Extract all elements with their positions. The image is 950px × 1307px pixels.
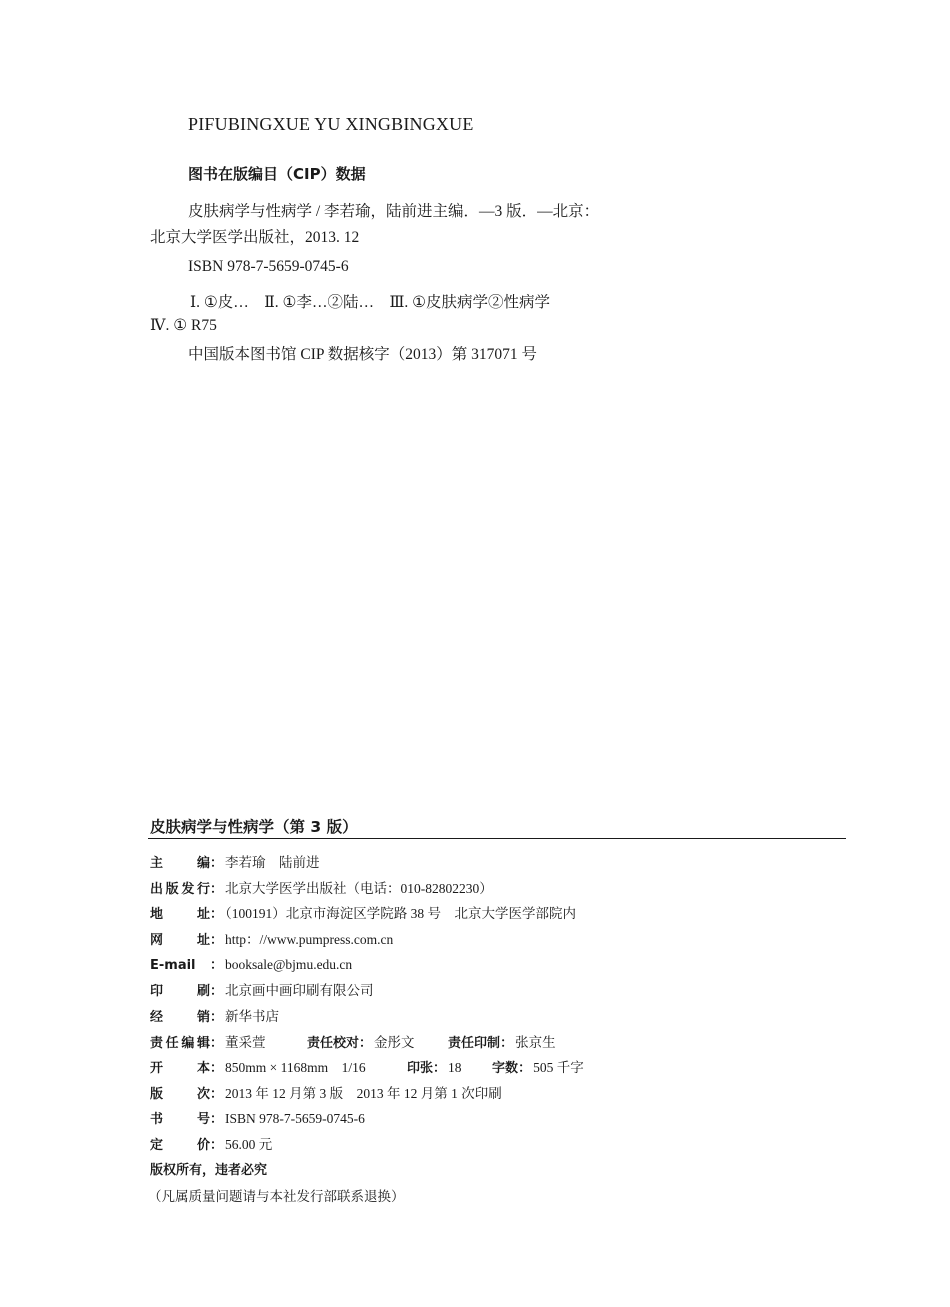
responsible-editor-value: 董采萱 <box>225 1035 266 1050</box>
colophon-distributor-row: 经 销： 新华书店 <box>150 1005 279 1025</box>
print-manager-value: 张京生 <box>515 1035 556 1050</box>
sheets-value: 18 <box>448 1060 462 1075</box>
colophon-email-row: E-mail ： booksale@bjmu.edu.cn <box>150 957 353 973</box>
edition-label: 版 次 <box>150 1087 210 1102</box>
copyright-notice: 版权所有，违者必究 <box>150 1163 268 1178</box>
price-label: 定 价 <box>150 1138 210 1153</box>
email-value: booksale@bjmu.edu.cn <box>225 957 353 972</box>
words-value: 505 千字 <box>533 1060 584 1075</box>
price-value: 56.00 元 <box>225 1137 273 1152</box>
website-value: http：//www.pumpress.com.cn <box>225 932 394 947</box>
pinyin-title: PIFUBINGXUE YU XINGBINGXUE <box>188 114 474 134</box>
colophon-staff-row: 责任编辑： 董采萱 责任校对： 金彤文 责任印制： 张京生 <box>150 1031 556 1051</box>
website-label: 网 址 <box>150 933 210 948</box>
classification-line-1: Ⅰ. ①皮… Ⅱ. ①李…②陆… Ⅲ. ①皮肤病学②性病学 <box>190 294 551 311</box>
isbn-line: ISBN 978-7-5659-0745-6 <box>188 258 349 275</box>
cip-heading: 图书在版编目（CIP）数据 <box>188 165 366 183</box>
colophon-printer-row: 印 刷： 北京画中画印刷有限公司 <box>150 979 374 999</box>
sheets-label: 印张 <box>407 1061 434 1076</box>
email-label: E-mail <box>150 958 196 973</box>
book-number-label: 书 号 <box>150 1112 210 1127</box>
publisher-label: 出版发行 <box>150 882 210 897</box>
publisher-value: 北京大学医学出版社（电话：010-82802230） <box>225 881 493 896</box>
format-label: 开 本 <box>150 1061 210 1076</box>
cip-line-2: 北京大学医学出版社，2013. 12 <box>150 229 360 246</box>
return-note: （凡属质量问题请与本社发行部联系退换） <box>148 1189 405 1204</box>
colophon-book-title: 皮肤病学与性病学（第 3 版） <box>150 818 358 836</box>
responsible-editor-label: 责任编辑 <box>150 1036 210 1051</box>
distributor-value: 新华书店 <box>225 1009 280 1024</box>
colophon-price-row: 定 价： 56.00 元 <box>150 1133 272 1153</box>
printer-label: 印 刷 <box>150 984 210 999</box>
printer-value: 北京画中画印刷有限公司 <box>225 983 374 998</box>
address-label: 地 址 <box>150 907 210 922</box>
colophon-format-row: 开 本： 850mm × 1168mm 1/16 印张： 18 字数： 505 千字 <box>150 1056 584 1076</box>
classification-line-2: Ⅳ. ① R75 <box>150 317 217 334</box>
colophon-editor-row: 主 编： 李若瑜 陆前进 <box>150 851 320 871</box>
print-manager-label: 责任印制 <box>448 1036 501 1051</box>
cip-record: 中国版本图书馆 CIP 数据核字（2013）第 317071 号 <box>188 346 538 363</box>
colophon-address-row: 地 址： （100191）北京市海淀区学院路 38 号 北京大学医学部院内 <box>150 902 576 922</box>
proofreader-label: 责任校对 <box>307 1036 360 1051</box>
editor-value: 李若瑜 陆前进 <box>225 855 320 870</box>
colophon-edition-row: 版 次： 2013 年 12 月第 3 版 2013 年 12 月第 1 次印刷 <box>150 1082 502 1102</box>
editor-label: 主 编 <box>150 856 210 871</box>
edition-value: 2013 年 12 月第 3 版 2013 年 12 月第 1 次印刷 <box>225 1086 502 1101</box>
words-label: 字数 <box>492 1061 519 1076</box>
cip-line-1: 皮肤病学与性病学 / 李若瑜，陆前进主编．—3 版．—北京： <box>188 203 600 220</box>
colophon-divider <box>148 838 846 839</box>
format-size-value: 850mm × 1168mm 1/16 <box>225 1060 366 1075</box>
distributor-label: 经 销 <box>150 1010 210 1025</box>
proofreader-value: 金彤文 <box>374 1035 415 1050</box>
colophon-website-row: 网 址： http：//www.pumpress.com.cn <box>150 928 393 948</box>
book-number-value: ISBN 978-7-5659-0745-6 <box>225 1111 365 1126</box>
colophon-publisher-row: 出版发行： 北京大学医学出版社（电话：010-82802230） <box>150 877 493 897</box>
colophon-book-number-row: 书 号： ISBN 978-7-5659-0745-6 <box>150 1108 365 1127</box>
address-value: （100191）北京市海淀区学院路 38 号 北京大学医学部院内 <box>225 906 577 921</box>
